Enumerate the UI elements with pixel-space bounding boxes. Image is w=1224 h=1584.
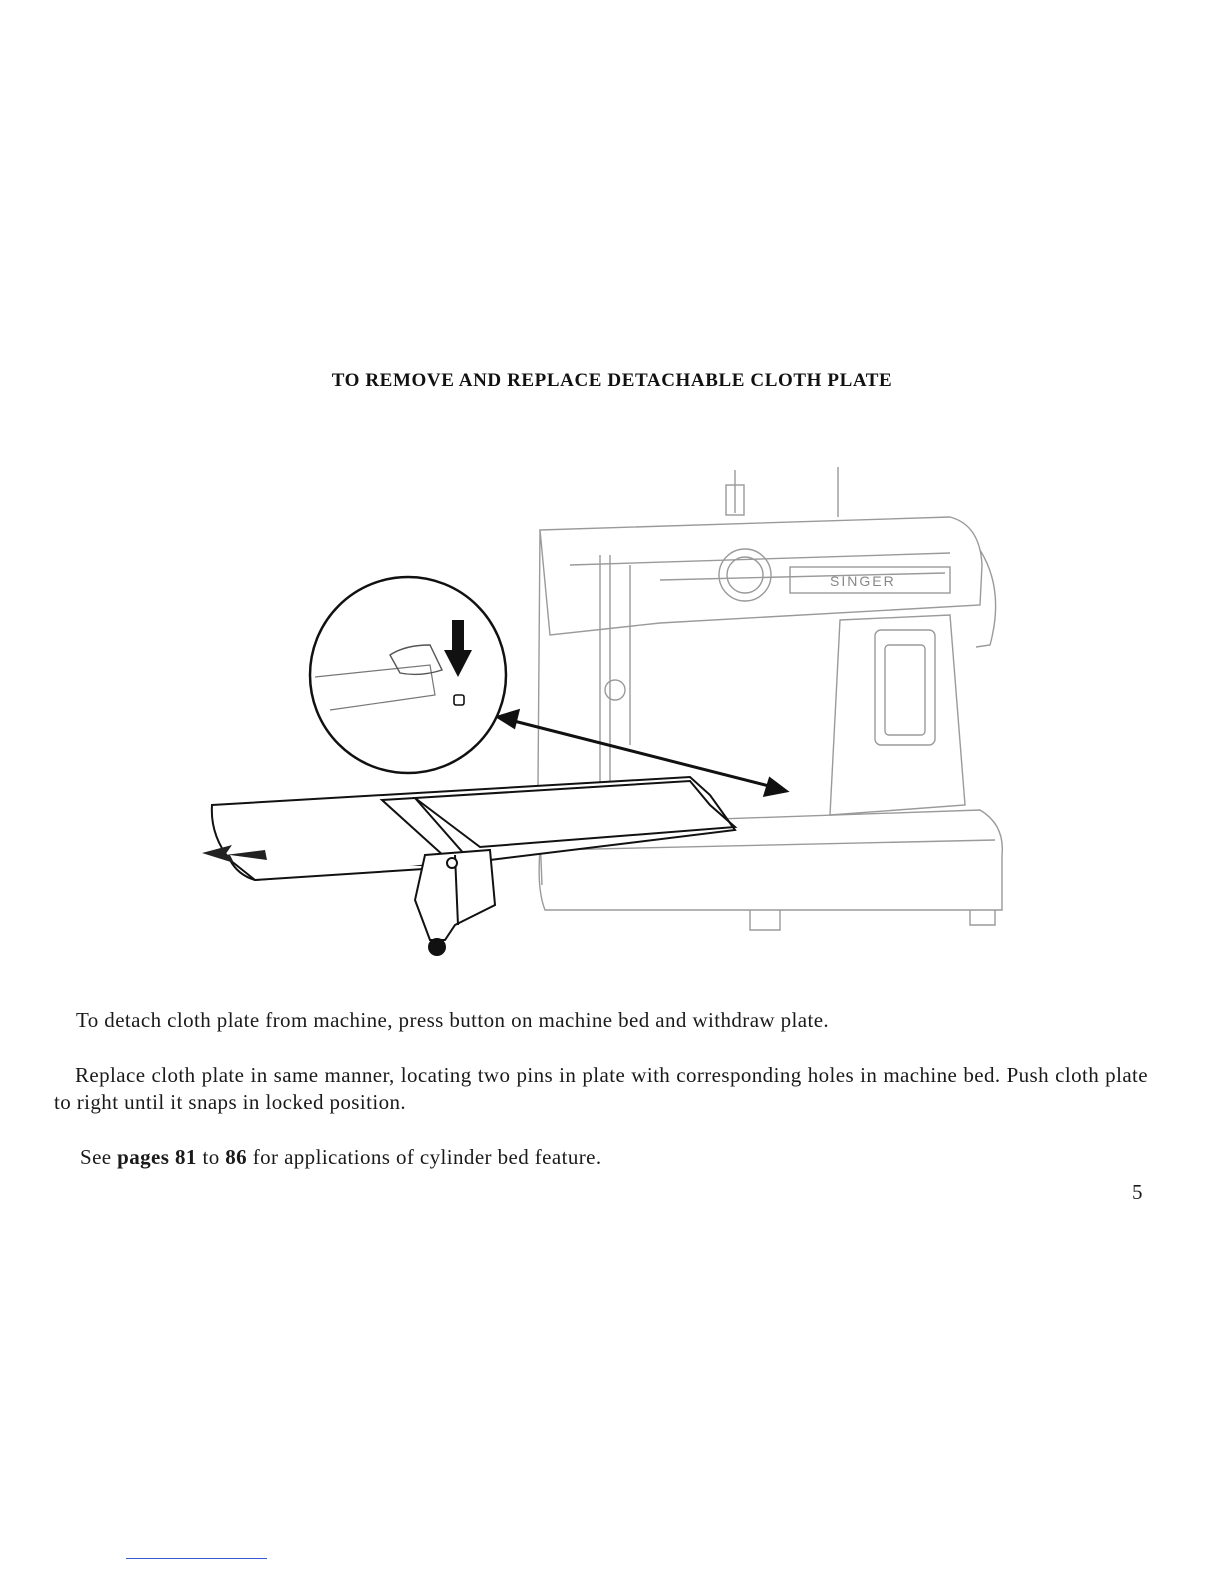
see-pages-note: [80, 1144, 1170, 1171]
magnifier-detail: [310, 577, 506, 773]
brand-label: SINGER: [830, 573, 896, 589]
see-to: to: [196, 1145, 226, 1169]
page-ref-start: 81: [175, 1145, 197, 1169]
see-suffix: for applications of cylinder bed feature.: [247, 1145, 602, 1169]
sewing-machine-drawing: [538, 467, 1002, 930]
replace-instruction: Replace cloth plate in same manner, locating two pins in plate with corresponding holes in machine bed. Push cloth plate to right until it snaps in locked position.: [54, 1063, 1148, 1114]
page-title: TO REMOVE AND REPLACE DETACHABLE CLOTH PLATE: [331, 370, 893, 391]
page-number: 5: [1132, 1180, 1143, 1204]
sewing-machine-illustration: [190, 455, 1030, 965]
detach-instruction: To detach cloth plate from machine, press button on machine bed and withdraw plate.: [76, 1008, 830, 1032]
footnote-rule: [126, 1558, 267, 1559]
page-ref-end: 86: [225, 1145, 248, 1169]
see-prefix: See: [80, 1145, 118, 1169]
pages-word: pages: [117, 1145, 170, 1169]
cloth-plate-drawing: [212, 777, 735, 955]
